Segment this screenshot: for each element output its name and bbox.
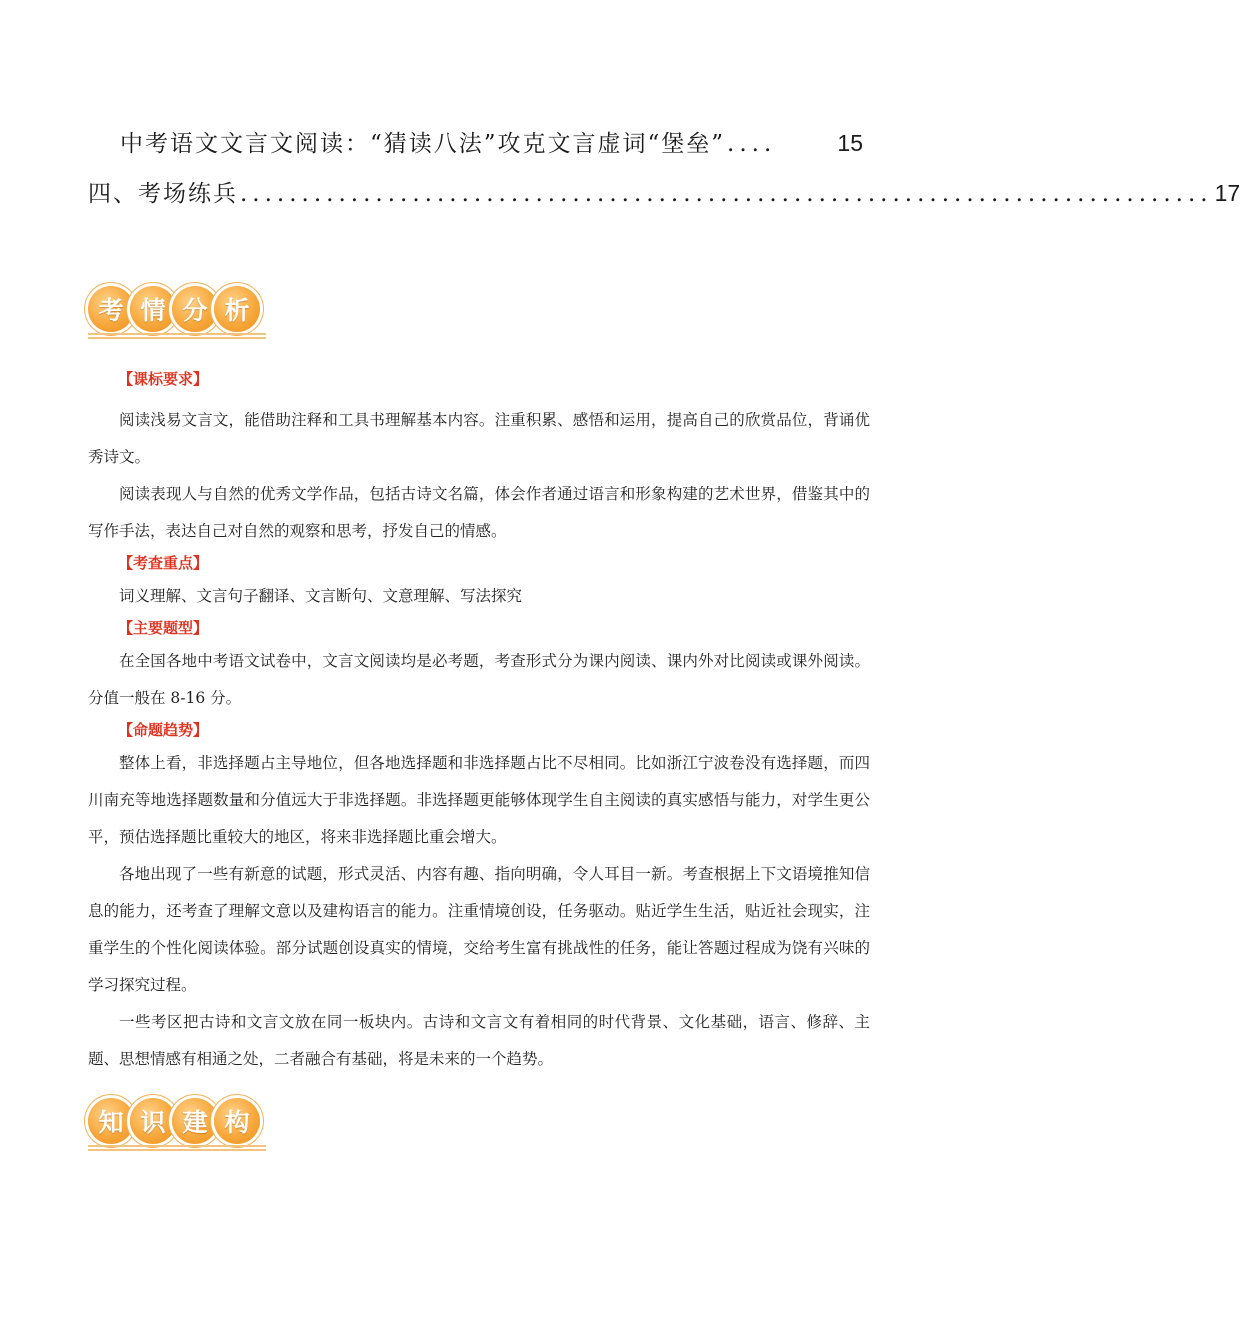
badge-char: 构 [214, 1098, 260, 1144]
paragraph: 阅读表现人与自然的优秀文学作品，包括古诗文名篇，体会作者通过语言和形象构建的艺术世界，借鉴其中的写作手法，表达自己对自然的观察和思考，抒发自己的情感。 [88, 485, 870, 540]
paragraph: 各地出现了一些有新意的试题，形式灵活、内容有趣、指向明确，令人耳目一新。考查根据上下文语境推知信息的能力，还考查了理解文意以及建构语言的能力。注重情境创设，任务驱动。贴近学生生活，贴近社会现实，注重学生的个性化阅读体验。部分试题创设真实的情境，交给考生富有挑战性的任务，能让答题过程成为饶有兴味的学习探究过程。 [88, 865, 870, 994]
badge-char: 分 [172, 286, 218, 332]
paragraph: 在全国各地中考语文试卷中，文言文阅读均是必考题，考查形式分为课内阅读、课内外对比阅读或课外阅读。分值一般在 8-16 分。 [88, 652, 870, 707]
section-badge-analysis [88, 286, 256, 332]
section-badge-knowledge [88, 1098, 256, 1144]
paragraph: 一些考区把古诗和文言文放在同一板块内。古诗和文言文有着相同的时代背景、文化基础，语言、修辞、主题、思想情感有相通之处，二者融合有基础，将是未来的一个趋势。 [88, 1013, 870, 1068]
badge-underline [88, 333, 266, 341]
section-heading-standard: 【课标要求】 [118, 370, 209, 388]
badge-underline [88, 1145, 266, 1153]
badge-char: 建 [172, 1098, 218, 1144]
section-heading-trend: 【命题趋势】 [118, 721, 209, 739]
toc-entry[interactable] [88, 125, 863, 158]
paragraph: 阅读浅易文言文，能借助注释和工具书理解基本内容。注重积累、感悟和运用，提高自己的欣赏品位，背诵优秀诗文。 [88, 411, 870, 466]
section-heading-types: 【主要题型】 [118, 619, 209, 637]
paragraph: 词义理解、文言句子翻译、文言断句、文意理解、写法探究 [119, 587, 523, 605]
main-content [88, 368, 870, 1078]
toc-page-number: 15 [837, 130, 863, 156]
badge-char: 识 [130, 1098, 176, 1144]
toc-leader-dots: .... [727, 131, 777, 157]
section-heading-focus: 【考查重点】 [118, 554, 209, 572]
toc-entry-title: 四、考场练兵 [88, 181, 238, 207]
badge-char: 情 [130, 286, 176, 332]
badge-char: 析 [214, 286, 260, 332]
badge-char: 考 [88, 286, 134, 332]
toc-leader-dots: ............................................................................... [240, 181, 1213, 207]
paragraph: 整体上看，非选择题占主导地位，但各地选择题和非选择题占比不尽相同。比如浙江宁波卷没有选择题，而四川南充等地选择题数量和分值远大于非选择题。非选择题更能够体现学生自主阅读的真实感悟与能力，对学生更公平，预估选择题比重较大的地区，将来非选择题比重会增大。 [88, 754, 870, 846]
badge-char: 知 [88, 1098, 134, 1144]
toc-entry[interactable] [88, 175, 1240, 208]
toc-entry-title: 中考语文文言文阅读：“猜读八法”攻克文言虚词“堡垒” [120, 131, 726, 157]
toc-page-number: 17 [1214, 180, 1240, 206]
